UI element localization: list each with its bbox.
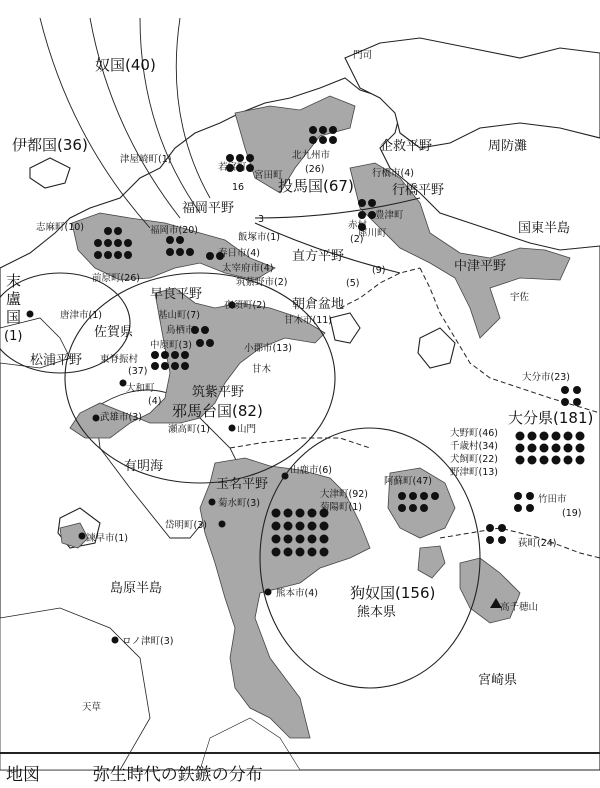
place-oita-c: 大分市(23) [522,372,571,383]
place-kasuga: 春日市(4) [218,248,260,259]
region-yamatai: 邪馬台国(82) [172,402,263,420]
place-chikushi-p: 筑紫平野 [192,385,245,400]
place-yukuhashi-c: 行橋市(4) [372,168,414,179]
place-kikyu: 企救平野 [380,139,433,154]
place-tsuyazaki: 津屋崎町(1) [120,154,172,165]
place-suonada: 周防灘 [488,139,528,154]
place-taketa: 竹田市 [538,494,567,505]
place-ariake: 有明海 [124,459,164,474]
region-oita: 大分県(181) [508,409,594,427]
place-yamaga: 山鹿市(6) [290,465,332,476]
place-yasu: 夜須町(2) [224,300,266,311]
place-tamana: 玉名平野 [216,477,269,492]
place-miyazaki: 宮崎県 [478,673,518,688]
place-ono: 大野町(46) [450,428,499,439]
place-toyotsu: 豊津町 [375,210,404,221]
place-kumamoto-c: 熊本市(4) [276,588,318,599]
place-saigawa: 犀川町 [358,228,387,239]
place-kunisaki: 国東半島 [518,221,571,236]
place-higashisefuri-n: (37) [128,366,148,377]
place-takachiho: 高千穂山 [500,602,539,613]
place-nozu: 野津町(13) [450,467,499,478]
caption-label: 地図 [6,765,40,785]
region-ito: 伊都国(36) [12,136,88,154]
place-kuchinotsu: ロノ津町(3) [122,636,174,647]
place-monji: 門司 [353,50,373,61]
place-taimei: 岱明町(3) [165,520,207,531]
place-chitose: 千歳村(34) [450,441,499,452]
place-isahaya: 諫早市(1) [86,533,128,544]
place-wakamiya-n: 16 [232,182,245,193]
place-maebaru: 前原町(26) [92,273,141,284]
place-karatsu: 唐津市(1) [60,310,102,321]
region-kuna: 狗奴国(156) [350,584,436,602]
place-setaka: 瀬高町(1) [168,424,210,435]
place-fukuoka-p: 福岡平野 [182,201,235,216]
region-toma: 投馬国(67) [278,177,354,195]
place-ozu: 大津町(92) [320,489,369,500]
place-miyata: 宮田町 [254,170,283,181]
place-saga: 佐賀県 [94,325,134,340]
caption-title: 弥生時代の鉄鏃の分布 [92,765,263,785]
place-nogata: 直方平野 [292,249,345,264]
place-iizuka: 飯塚市(1) [238,232,280,243]
place-toyotsu-n: (9) [372,265,386,276]
place-tosu: 鳥栖市 [166,325,195,336]
place-shima: 志麻町(10) [36,222,85,233]
place-wakamiya: 若宮町 [218,162,247,173]
place-sawara: 早良平野 [150,287,203,302]
place-miyata-n: 3 [258,214,265,225]
place-taketa-n: (19) [562,508,582,519]
region-matsuro-4: (1) [4,329,23,344]
place-kikuyo: 菊陽町(1) [320,502,362,513]
place-akamura: 赤村 [348,220,368,231]
place-kiyama: 基山町(7) [158,310,200,321]
place-amagi-2: 甘木 [252,364,272,375]
caption-divider [0,752,600,754]
place-asakura: 朝倉盆地 [292,297,345,312]
place-kitakyushu: 北九州市 [292,150,331,161]
place-kikusui: 菊水町(3) [218,498,260,509]
place-yukuhashi-p: 行橋平野 [392,183,445,198]
place-ogimachi: 荻町(24) [518,538,557,549]
place-saigawa-n: (5) [346,278,360,289]
place-nakatsu: 中津平野 [454,259,507,274]
place-usa: 宇佐 [510,292,530,303]
region-matsuro-2: 盧 [6,290,22,308]
place-chikushino: 筑紫野市(2) [236,277,288,288]
place-higashisefuri: 東脊振村 [100,354,139,365]
region-na: 奴国(40) [95,56,156,74]
place-aso: 阿蘇町(47) [384,476,433,487]
region-matsuro-3: 国 [6,308,22,326]
place-yamato-n: (4) [148,396,162,407]
place-takeo: 武雄市(3) [100,412,142,423]
place-fukuoka-c: 福岡市(20) [150,225,199,236]
place-yamato: 大和町 [126,383,155,394]
place-kumamoto-p: 熊本県 [357,605,397,620]
place-nakabaru: 中原町(3) [150,340,192,351]
map-caption [6,760,263,785]
place-dazaifu: 太宰府市(4) [222,263,274,274]
place-amagi: 甘木市(11) [284,315,333,326]
place-kitakyushu-n: (26) [305,164,325,175]
place-matsura: 松浦平野 [30,353,83,368]
place-ogori: 小郡市(13) [244,343,293,354]
place-amakusa: 天草 [82,702,102,713]
region-matsuro-1: 末 [6,272,22,290]
place-inukai: 犬飼町(22) [450,454,499,465]
place-yamato-mon: 山門 [237,424,257,435]
place-shimabara: 島原半島 [110,581,163,596]
place-akamura-n: (2) [350,234,364,245]
